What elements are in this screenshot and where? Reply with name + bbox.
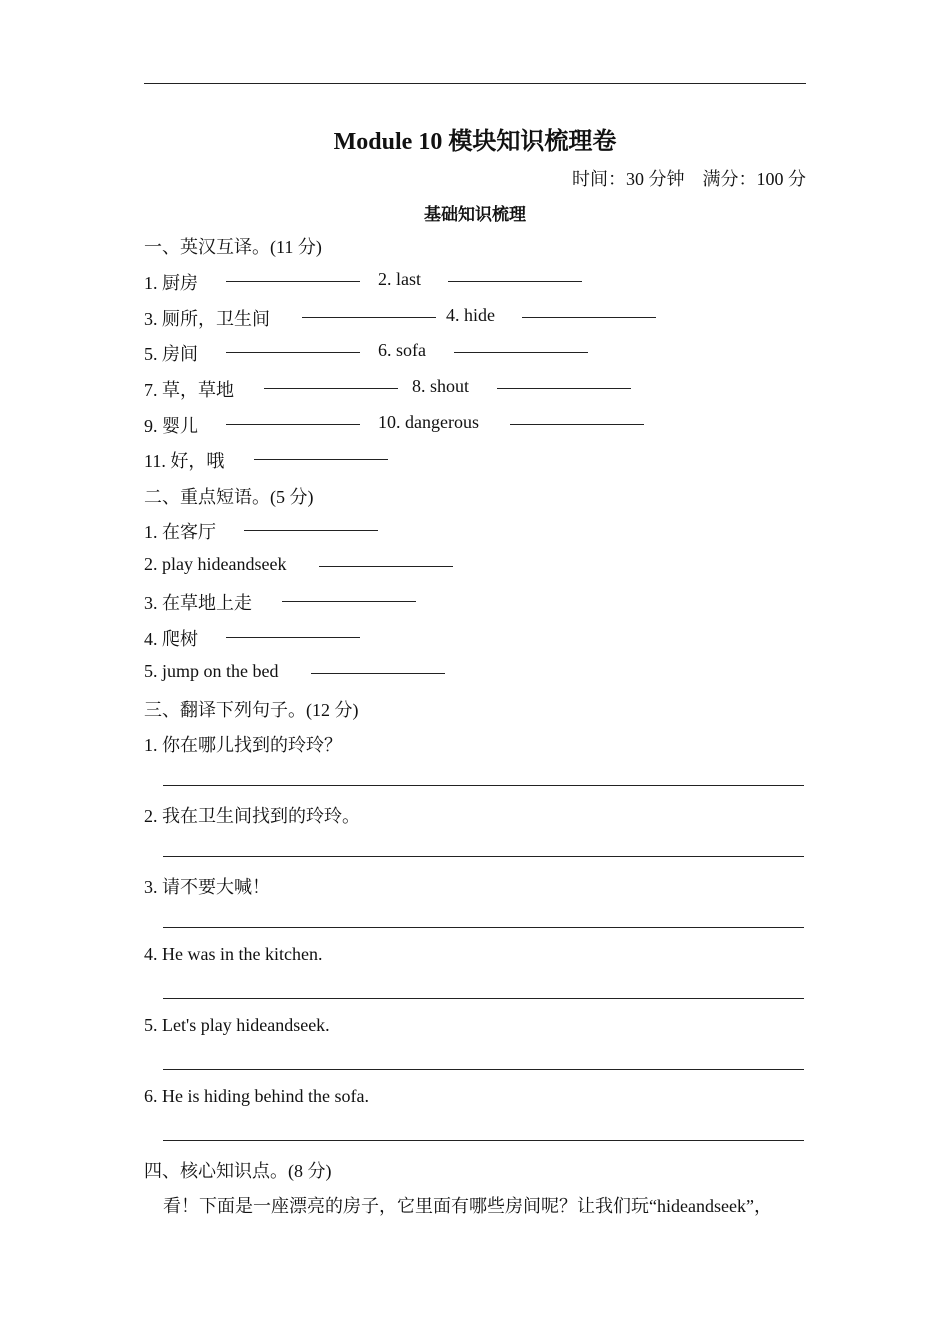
- s3-answer-line-6[interactable]: [163, 1140, 804, 1141]
- s1-blank-4[interactable]: [522, 305, 656, 318]
- s1-blank-7[interactable]: [264, 376, 398, 389]
- s3-answer-line-2[interactable]: [163, 856, 804, 857]
- s1-item-4: 4. hide: [446, 305, 495, 325]
- exam-meta: [554, 165, 806, 191]
- s3-answer-line-5[interactable]: [163, 1069, 804, 1070]
- s1-blank-6[interactable]: [454, 340, 588, 353]
- s3-answer-line-1[interactable]: [163, 785, 804, 786]
- s3-item-1: 1. 你在哪儿找到的玲玲？: [144, 735, 342, 755]
- section4-heading: 四、核心知识点。(8 分): [144, 1161, 332, 1181]
- s1-item-3: 3. 厕所，卫生间: [144, 309, 270, 329]
- section2-heading: 二、重点短语。(5 分): [144, 487, 314, 507]
- s2-blank-5[interactable]: [311, 661, 445, 674]
- s1-item-9: 9. 婴儿: [144, 416, 198, 436]
- s1-blank-8[interactable]: [497, 376, 631, 389]
- s2-blank-2[interactable]: [319, 554, 453, 567]
- s1-item-11: 11. 好，哦: [144, 451, 225, 471]
- s1-item-10: 10. dangerous: [378, 412, 479, 432]
- section-subheading: 基础知识梳理: [424, 205, 526, 224]
- s2-item-1: 1. 在客厅: [144, 522, 216, 542]
- section4-paragraph: 看！下面是一座漂亮的房子，它里面有哪些房间呢？让我们玩“hideandseek”，: [163, 1196, 772, 1216]
- section1-heading: 一、英汉互译。(11 分): [144, 237, 322, 257]
- s3-item-6: 6. He is hiding behind the sofa.: [144, 1086, 369, 1106]
- s1-item-1: 1. 厨房: [144, 273, 198, 293]
- s1-row-4: [144, 376, 470, 402]
- s2-row-5: [144, 661, 278, 682]
- s2-row-4: [144, 625, 198, 651]
- s2-item-3: 3. 在草地上走: [144, 593, 252, 613]
- s3-item-5: 5. Let's play hideandseek.: [144, 1015, 330, 1035]
- s1-row-3: [144, 340, 426, 366]
- s1-item-8: 8. shout: [412, 376, 470, 396]
- s1-blank-9[interactable]: [226, 412, 360, 425]
- s1-item-6: 6. sofa: [378, 340, 426, 360]
- s2-row-1: [144, 518, 216, 544]
- section3-heading: 三、翻译下列句子。(12 分): [144, 700, 359, 720]
- s2-blank-1[interactable]: [244, 518, 378, 531]
- s3-item-2: 2. 我在卫生间找到的玲玲。: [144, 806, 360, 826]
- s1-blank-2[interactable]: [448, 269, 582, 282]
- s1-blank-10[interactable]: [510, 412, 644, 425]
- s3-item-3: 3. 请不要大喊！: [144, 877, 270, 897]
- s2-item-4: 4. 爬树: [144, 629, 198, 649]
- s2-row-2: [144, 554, 286, 575]
- s3-answer-line-3[interactable]: [163, 927, 804, 928]
- s1-row-2: [144, 305, 495, 331]
- s1-item-7: 7. 草，草地: [144, 380, 234, 400]
- s1-row-5: [144, 412, 479, 438]
- s1-blank-1[interactable]: [226, 269, 360, 282]
- s1-item-5: 5. 房间: [144, 344, 198, 364]
- s1-row-1: [144, 269, 421, 295]
- s2-blank-3[interactable]: [282, 589, 416, 602]
- page-title: Module 10 模块知识梳理卷: [333, 129, 617, 155]
- time-limit: 时间：30 分钟: [572, 169, 685, 189]
- s1-item-2: 2. last: [378, 269, 421, 289]
- s2-blank-4[interactable]: [226, 625, 360, 638]
- total-score: 满分：100 分: [702, 169, 806, 189]
- s1-row-6: [144, 447, 224, 473]
- s3-item-4: 4. He was in the kitchen.: [144, 944, 323, 964]
- s1-blank-5[interactable]: [226, 340, 360, 353]
- s2-row-3: [144, 589, 252, 615]
- s1-blank-11[interactable]: [254, 447, 388, 460]
- header-rule: [144, 83, 806, 84]
- s2-item-2: 2. play hideandseek: [144, 554, 287, 574]
- s2-item-5: 5. jump on the bed: [144, 661, 279, 681]
- s1-blank-3[interactable]: [302, 305, 436, 318]
- s3-answer-line-4[interactable]: [163, 998, 804, 999]
